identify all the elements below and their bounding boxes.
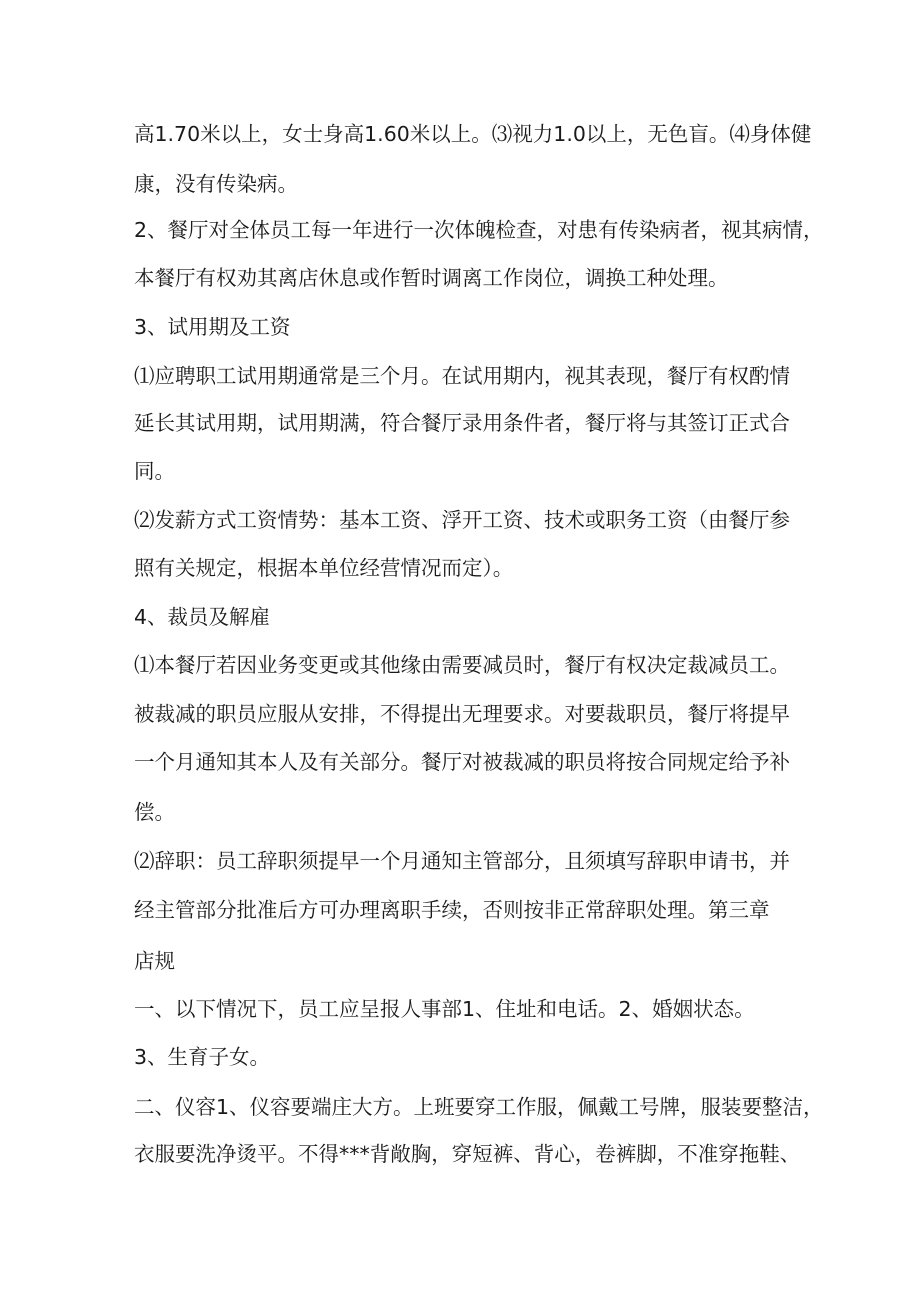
text-line: 本餐厅有权劝其离店休息或作暂时调离工作岗位，调换工种处理。 bbox=[134, 266, 729, 290]
text-line: ⑵辞职：员工辞职须提早一个月通知主管部分，且须填写辞职申请书，并 bbox=[134, 849, 790, 873]
text-line: 经主管部分批准后方可办理离职手续，否则按非正常辞职处理。第三章 bbox=[134, 898, 770, 922]
text-line: 衣服要洗净烫平。不得***背敞胸，穿短裤、背心，卷裤脚，不准穿拖鞋、 bbox=[134, 1142, 801, 1166]
text-line: 被裁减的职员应服从安排，不得提出无理要求。对要裁职员，餐厅将提早 bbox=[134, 702, 790, 726]
text-line: 高1.70米以上，女士身高1.60米以上。⑶视力1.0以上，无色盲。⑷身体健 bbox=[134, 122, 812, 146]
text-line: 2、餐厅对全体员工每一年进行一次体魄检查，对患有传染病者，视其病情， bbox=[134, 218, 824, 242]
text-line: 二、仪容1、仪容要端庄大方。上班要穿工作服，佩戴工号牌，服装要整洁， bbox=[134, 1095, 824, 1119]
text-line: 一个月通知其本人及有关部分。餐厅对被裁减的职员将按合同规定给予补 bbox=[134, 750, 790, 774]
text-line: ⑴应聘职工试用期通常是三个月。在试用期内，视其表现，餐厅有权酌情 bbox=[134, 364, 790, 388]
text-line: 同。 bbox=[134, 459, 175, 483]
text-line: ⑵发薪方式工资情势：基本工资、浮开工资、技术或职务工资（由餐厅参 bbox=[134, 508, 790, 532]
section-heading: 3、试用期及工资 bbox=[134, 315, 291, 339]
chapter-heading: 店规 bbox=[134, 949, 175, 973]
text-line: ⑴本餐厅若因业务变更或其他缘由需要减员时，餐厅有权决定裁减员工。 bbox=[134, 653, 790, 677]
text-line: 3、生育子女。 bbox=[134, 1045, 271, 1069]
text-line: 延长其试用期，试用期满，符合餐厅录用条件者，餐厅将与其签订正式合 bbox=[134, 411, 790, 435]
section-heading: 4、裁员及解雇 bbox=[134, 605, 271, 629]
text-line: 康，没有传染病。 bbox=[134, 172, 298, 196]
text-line: 照有关规定，根据本单位经营情况而定）。 bbox=[134, 556, 514, 580]
text-line: 一、以下情况下，员工应呈报人事部1、住址和电话。2、婚姻状态。 bbox=[134, 997, 755, 1021]
text-line: 偿。 bbox=[134, 800, 175, 824]
